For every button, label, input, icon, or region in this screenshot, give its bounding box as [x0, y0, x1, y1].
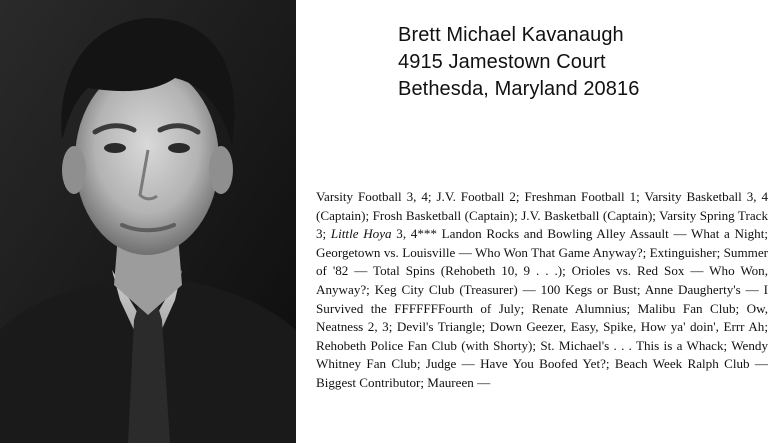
portrait-photo: [0, 0, 296, 443]
activities-paragraph: [316, 188, 768, 393]
student-header: [398, 22, 639, 103]
student-name: Brett Michael Kavanaugh: [398, 24, 624, 46]
address-line-1: 4915 Jamestown Court: [398, 51, 606, 73]
address-line-2: Bethesda, Maryland 20816: [398, 78, 640, 100]
publication-title: Little Hoya: [330, 226, 392, 242]
activities-text-part-1: Varsity Football 3, 4; J.V. Football 2; Freshman Football 1; Varsity Basketball 3, 4 (Captain); Frosh Basketball (Captain); J.V. Basketball (Captain); Varsity Spring Track 3;: [316, 189, 768, 242]
activities-text-part-2: 3, 4*** Landon Rocks and Bowling Alley Assault — What a Night; Georgetown vs. Louisville — Who Won That Game Anyway?; Extinguisher; Summer of '82 — Total Spins (Rehobeth 10, 9 . . .); Orioles vs. Red Sox — Who Won, Anyway?; Keg City Club (Treasurer) — 100 Kegs or Bust; Anne Daugherty's — I Survived the FFFFFFFourth of July; Renate Alumnius; Malibu Fan Club; Ow, Neatness 2, 3; Devil's Triangle; Down Geezer, Easy, Spike, How ya' doin', Errr Ah; Rehobeth Police Fan Club (with Shorty); St. Michael's . . . This is a Whack; Wendy Whitney Fan Club; Judge — Have You Boofed Yet?; Beach Week Ralph Club — Biggest Contributor; Maureen —: [316, 226, 768, 390]
